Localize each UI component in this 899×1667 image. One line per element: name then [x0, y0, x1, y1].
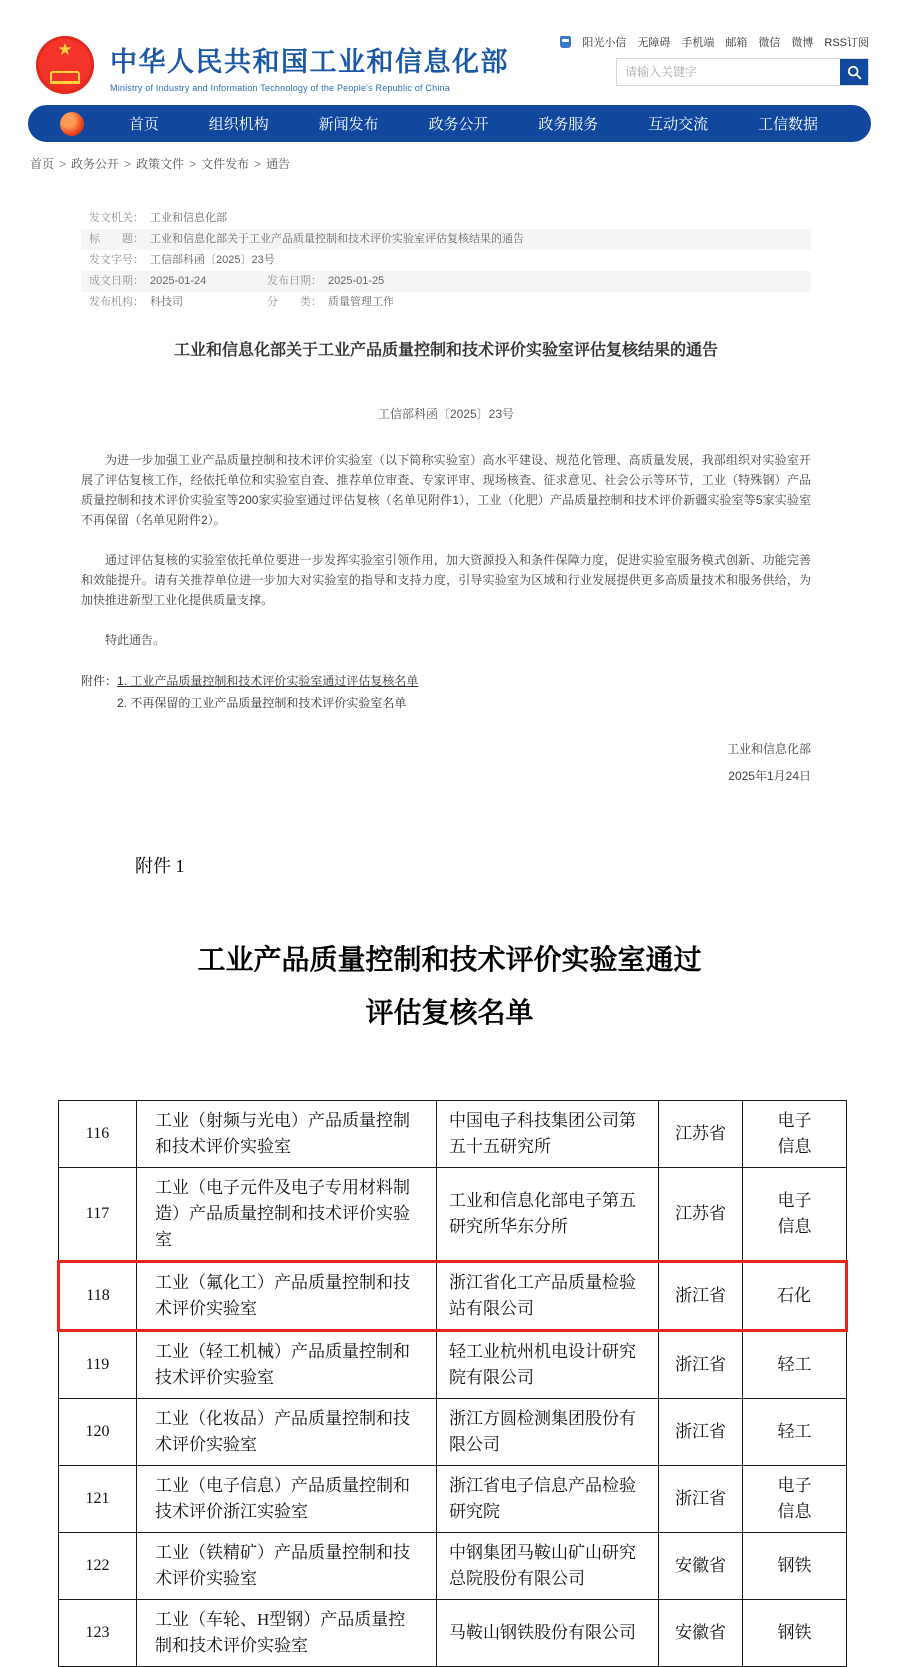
- breadcrumb-separator: >: [59, 157, 67, 171]
- meta-value: 质量管理工作: [328, 296, 394, 308]
- utility-link[interactable]: 阳光小信: [582, 37, 627, 49]
- meta-label: 成文日期：: [89, 275, 144, 287]
- cell-lab-name: 工业（射频与光电）产品质量控制和技术评价实验室: [137, 1101, 437, 1168]
- breadcrumb-separator: >: [124, 157, 132, 171]
- utility-link[interactable]: 微信: [758, 37, 781, 49]
- meta-label: 发布日期：: [267, 275, 322, 287]
- nav-item[interactable]: 组织机构: [208, 116, 269, 133]
- attachment1-title-line1: 工业产品质量控制和技术评价实验室通过: [197, 945, 702, 976]
- attachment1-title-line2: 评估复核名单: [365, 998, 534, 1029]
- cell-industry: 钢铁: [743, 1600, 847, 1667]
- cell-number: 122: [59, 1533, 137, 1600]
- meta-label: 分 类：: [267, 296, 322, 308]
- cell-organization: 轻工业杭州机电设计研究院有限公司: [437, 1331, 659, 1399]
- breadcrumb-link[interactable]: 文件发布: [201, 157, 250, 171]
- cell-lab-name: 工业（车轮、H型钢）产品质量控制和技术评价实验室: [137, 1600, 437, 1667]
- cell-lab-name: 工业（铁精矿）产品质量控制和技术评价实验室: [137, 1533, 437, 1600]
- attachments-list: [81, 670, 811, 714]
- meta-value: 2025-01-24: [150, 275, 207, 287]
- cell-lab-name: 工业（电子元件及电子专用材料制造）产品质量控制和技术评价实验室: [137, 1168, 437, 1262]
- attachment1-label: 附件 1: [135, 856, 185, 876]
- miit-sphere-icon: [60, 112, 84, 136]
- breadcrumb-item: [184, 157, 249, 171]
- nav-items: [104, 113, 843, 134]
- search-button[interactable]: [840, 59, 868, 85]
- article-content: [81, 208, 811, 790]
- utility-links: [560, 34, 869, 50]
- article-title: 工业和信息化部关于工业产品质量控制和技术评价实验室评估复核结果的通告: [173, 342, 718, 359]
- cell-lab-name: 工业（化妆品）产品质量控制和技术评价实验室: [137, 1399, 437, 1466]
- meta-label: 发文机关：: [89, 212, 144, 224]
- attachment1-section: [0, 852, 899, 1667]
- lab-list-table: [57, 1100, 848, 1667]
- cell-industry: 电子信息: [743, 1101, 847, 1168]
- cell-province: 安徽省: [659, 1533, 743, 1600]
- attachments-label: 附件：: [81, 674, 118, 688]
- utility-link[interactable]: 邮箱: [725, 37, 748, 49]
- meta-label: 标 题：: [89, 233, 144, 245]
- attachment-link-1[interactable]: 1. 工业产品质量控制和技术评价实验室通过评估复核名单: [117, 674, 419, 688]
- nav-item[interactable]: 政务服务: [538, 116, 599, 133]
- cell-number: 121: [59, 1466, 137, 1533]
- cell-organization: 中国电子科技集团公司第五十五研究所: [437, 1101, 659, 1168]
- cell-province: 江苏省: [659, 1168, 743, 1262]
- table-row: [59, 1600, 847, 1667]
- site-subtitle: Ministry of Industry and Information Technology of the People's Republic of China: [110, 83, 450, 93]
- table-row: [59, 1466, 847, 1533]
- cell-lab-name: 工业（氟化工）产品质量控制和技术评价实验室: [137, 1262, 437, 1331]
- search-icon: [847, 65, 862, 80]
- meta-value: 工信部科函〔2025〕23号: [150, 254, 275, 266]
- cell-number: 119: [59, 1331, 137, 1399]
- nav-item[interactable]: 新闻发布: [318, 116, 379, 133]
- cell-province: 江苏省: [659, 1101, 743, 1168]
- table-row: [59, 1101, 847, 1168]
- breadcrumb-item: [119, 157, 184, 171]
- article-paragraph: 特此通告。: [105, 633, 166, 647]
- breadcrumb-link[interactable]: 政务公开: [71, 157, 120, 171]
- search-bar: [616, 58, 869, 86]
- cell-organization: 浙江省化工产品质量检验站有限公司: [437, 1262, 659, 1331]
- table-row: [59, 1168, 847, 1262]
- nav-item[interactable]: 工信数据: [757, 116, 818, 133]
- nav-item[interactable]: 政务公开: [428, 116, 489, 133]
- emblem-star-icon: ★: [57, 40, 73, 59]
- assistant-icon: [560, 36, 571, 48]
- utility-link[interactable]: RSS订阅: [824, 37, 869, 49]
- breadcrumb-item: [20, 157, 54, 171]
- cell-organization: 工业和信息化部电子第五研究所华东分所: [437, 1168, 659, 1262]
- cell-lab-name: 工业（轻工机械）产品质量控制和技术评价实验室: [137, 1331, 437, 1399]
- nav-item[interactable]: 互动交流: [648, 116, 709, 133]
- doc-meta-table: [81, 208, 811, 313]
- breadcrumb-link[interactable]: 政策文件: [136, 157, 185, 171]
- signature-block: [81, 736, 811, 790]
- signature-date: 2025年1月24日: [728, 769, 811, 783]
- site-brand: [110, 40, 509, 93]
- meta-value: 科技司: [150, 296, 183, 308]
- table-row: [59, 1331, 847, 1399]
- meta-value: 2025-01-25: [328, 275, 385, 287]
- site-title: 中华人民共和国工业和信息化部: [110, 47, 509, 77]
- signature-org: 工业和信息化部: [726, 742, 811, 756]
- doc-number: 工信部科函〔2025〕23号: [377, 407, 515, 421]
- cell-number: 116: [59, 1101, 137, 1168]
- cell-organization: 浙江方圆检测集团股份有限公司: [437, 1399, 659, 1466]
- attachment-link-2[interactable]: 2. 不再保留的工业产品质量控制和技术评价实验室名单: [117, 696, 407, 710]
- search-input[interactable]: [617, 59, 840, 85]
- cell-province: 浙江省: [659, 1399, 743, 1466]
- lab-table-body: [59, 1101, 847, 1667]
- table-row: [59, 1533, 847, 1600]
- table-row: [59, 1262, 847, 1331]
- cell-industry: 轻工: [743, 1331, 847, 1399]
- cell-province: 浙江省: [659, 1466, 743, 1533]
- cell-lab-name: 工业（电子信息）产品质量控制和技术评价浙江实验室: [137, 1466, 437, 1533]
- breadcrumb-item: [54, 157, 119, 171]
- cell-industry: 石化: [743, 1262, 847, 1331]
- cell-province: 安徽省: [659, 1600, 743, 1667]
- utility-link[interactable]: 无障碍: [637, 37, 671, 49]
- article-paragraph: 通过评估复核的实验室依托单位要进一步发挥实验室引领作用，加大资源投入和条件保障力度，促进实验室服务模式创新、功能完善和效能提升。请有关推荐单位进一步加大对实验室的指导和支持力度，引导实验室为区域和行业发展提供更多高质量技术和服务供给，为加快推进新型工业化提供质量支撑。: [81, 553, 811, 607]
- main-nav: [28, 105, 871, 142]
- article-paragraph: 为进一步加强工业产品质量控制和技术评价实验室（以下简称实验室）高水平建设、规范化管理、高质量发展，我部组织对实验室开展了评估复核工作，经依托单位和实验室自查、推荐单位审查、专家评审、现场核查、征求意见、社会公示等环节，工业（特殊钢）产品质量控制和技术评价实验室等200家实验室通过评估复核（名单见附件1），工业（化肥）产品质量控制和技术评价新疆实验室等5家实验室不再保留（名单见附件2）。: [81, 453, 811, 527]
- doc-meta-row: [81, 271, 811, 292]
- breadcrumb: [20, 155, 899, 172]
- doc-meta-row: [81, 229, 811, 250]
- national-emblem-logo: [36, 36, 94, 94]
- emblem-gate-icon: [50, 71, 80, 84]
- cell-industry: 电子信息: [743, 1466, 847, 1533]
- doc-meta-row: [81, 208, 811, 229]
- cell-organization: 马鞍山钢铁股份有限公司: [437, 1600, 659, 1667]
- cell-number: 117: [59, 1168, 137, 1262]
- meta-value: 工业和信息化部关于工业产品质量控制和技术评价实验室评估复核结果的通告: [150, 233, 524, 245]
- utility-link[interactable]: 微博: [791, 37, 814, 49]
- cell-organization: 中钢集团马鞍山矿山研究总院股份有限公司: [437, 1533, 659, 1600]
- cell-province: 浙江省: [659, 1331, 743, 1399]
- breadcrumb-link[interactable]: 首页: [30, 157, 55, 171]
- utility-link[interactable]: 手机端: [681, 37, 715, 49]
- breadcrumb-separator: >: [189, 157, 197, 171]
- nav-item[interactable]: 首页: [128, 116, 159, 133]
- attachment1-title: [0, 934, 899, 1040]
- meta-label: 发布机构：: [89, 296, 144, 308]
- cell-industry: 电子信息: [743, 1168, 847, 1262]
- cell-number: 120: [59, 1399, 137, 1466]
- breadcrumb-separator: >: [254, 157, 262, 171]
- meta-value: 工业和信息化部: [150, 212, 227, 224]
- doc-meta-row: [81, 292, 811, 313]
- cell-number: 118: [59, 1262, 137, 1331]
- doc-meta-row: [81, 250, 811, 271]
- breadcrumb-item: [249, 157, 290, 171]
- site-header: [28, 0, 871, 103]
- cell-industry: 钢铁: [743, 1533, 847, 1600]
- meta-label: 发文字号：: [89, 254, 144, 266]
- breadcrumb-link[interactable]: 通告: [266, 157, 291, 171]
- cell-organization: 浙江省电子信息产品检验研究院: [437, 1466, 659, 1533]
- cell-province: 浙江省: [659, 1262, 743, 1331]
- table-row: [59, 1399, 847, 1466]
- cell-industry: 轻工: [743, 1399, 847, 1466]
- article-body: [81, 450, 811, 650]
- cell-number: 123: [59, 1600, 137, 1667]
